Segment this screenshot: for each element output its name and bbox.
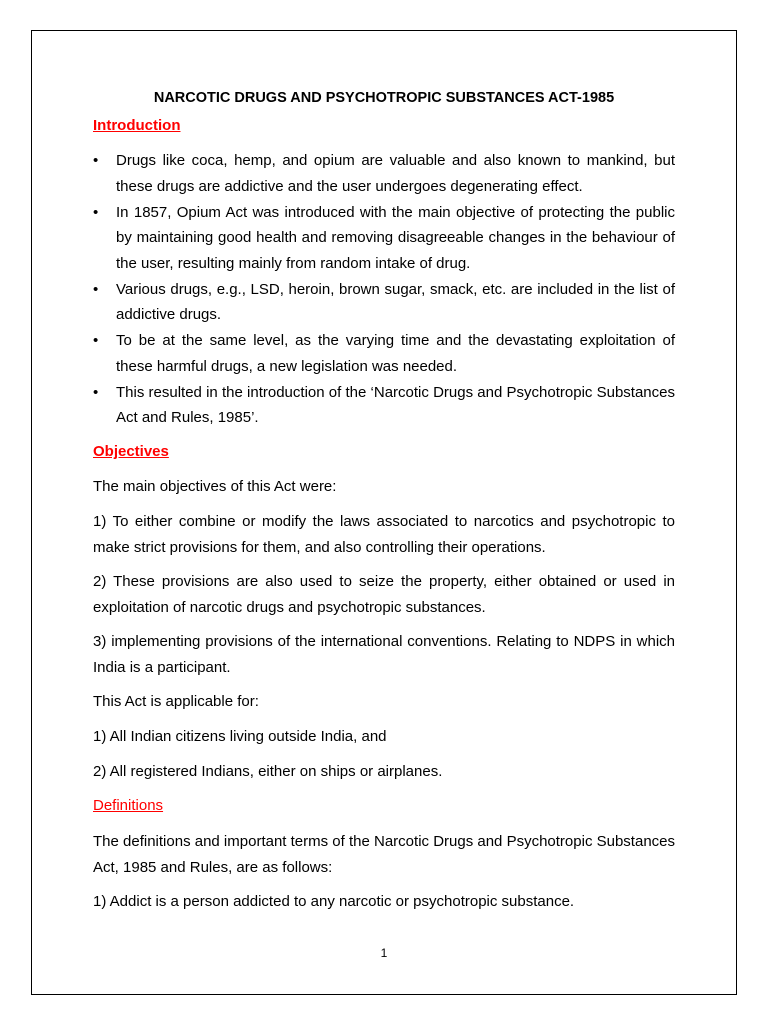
bullet-icon: • bbox=[93, 332, 99, 349]
list-item bbox=[93, 277, 675, 328]
list-item bbox=[93, 380, 675, 431]
objectives-intro: The main objectives of this Act were: bbox=[93, 478, 337, 495]
bullet-icon: • bbox=[93, 280, 99, 298]
bullet-icon: • bbox=[93, 203, 99, 221]
page-number: 1 bbox=[380, 946, 388, 960]
bullet-text: To be at the same level, as the varying time and the devastating exploitation of these harmful drugs, a new legislation was needed. bbox=[116, 332, 675, 375]
definitions-intro: The definitions and important terms of the Narcotic Drugs and Psychotropic Substances Act, 1985 and Rules, are as follows: bbox=[93, 833, 675, 876]
definition-item-1: 1) Addict is a person addicted to any narcotic or psychotropic substance. bbox=[93, 893, 575, 910]
bullet-icon: • bbox=[93, 152, 99, 169]
objective-item-3: 3) implementing provisions of the international conventions. Relating to NDPS in which India is a participant. bbox=[93, 633, 675, 676]
list-item bbox=[93, 148, 675, 199]
bullet-text: In 1857, Opium Act was introduced with the main objective of protecting the public by maintaining good health and removing disagreeable changes in the behaviour of the user, resulting mainly from random intake of drug. bbox=[116, 203, 675, 272]
bullet-text: Various drugs, e.g., LSD, heroin, brown sugar, smack, etc. are included in the list of addictive drugs. bbox=[116, 280, 675, 323]
objective-item-1: 1) To either combine or modify the laws associated to narcotics and psychotropic to make strict provisions for them, and also controlling their operations. bbox=[93, 513, 675, 556]
applicability-item-2: 2) All registered Indians, either on ships or airplanes. bbox=[93, 763, 443, 780]
objective-item-2: 2) These provisions are also used to seize the property, either obtained or used in exploitation of narcotic drugs and psychotropic substances. bbox=[93, 573, 675, 616]
introduction-heading: Introduction bbox=[93, 117, 181, 134]
bullet-icon: • bbox=[93, 383, 99, 401]
list-item bbox=[93, 200, 675, 277]
objectives-heading: Objectives bbox=[93, 443, 169, 460]
list-item bbox=[93, 328, 675, 379]
definitions-heading: Definitions bbox=[93, 797, 164, 814]
document-title: NARCOTIC DRUGS AND PSYCHOTROPIC SUBSTANCES ACT-1985 bbox=[153, 90, 615, 106]
applicability-item-1: 1) All Indian citizens living outside India, and bbox=[93, 728, 387, 745]
applicability-intro: This Act is applicable for: bbox=[93, 693, 259, 710]
bullet-text: Drugs like coca, hemp, and opium are valuable and also known to mankind, but these drugs are addictive and the user undergoes degenerating effect. bbox=[116, 152, 675, 195]
introduction-bullet-list bbox=[93, 148, 675, 431]
bullet-text: This resulted in the introduction of the ‘Narcotic Drugs and Psychotropic Substances Act and Rules, 1985’. bbox=[116, 383, 675, 426]
